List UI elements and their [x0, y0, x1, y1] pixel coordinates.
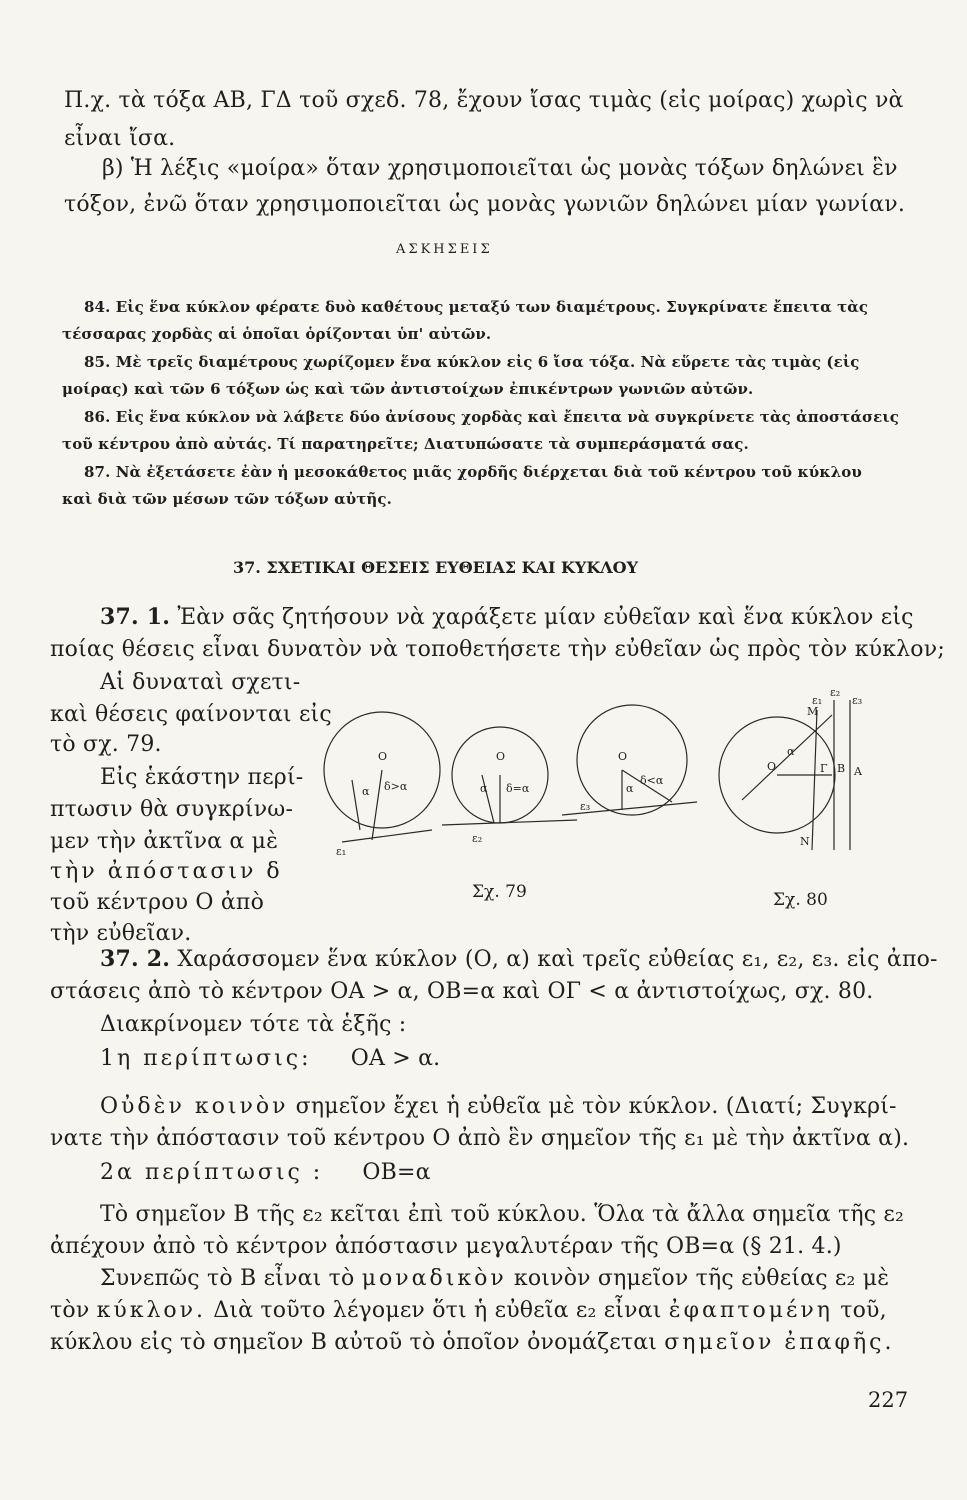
text-line: Αἱ δυναταὶ σχετι- — [100, 670, 301, 695]
text-line: καὶ διὰ τῶν μέσων τῶν τόξων αὐτῆς. — [62, 490, 392, 508]
text-line: Π.χ. τὰ τόξα ΑΒ, ΓΔ τοῦ σχεδ. 78, ἔχουν ἴσας τιμὰς (εἰς μοίρας) χωρὶς νὰ — [64, 88, 904, 113]
label-e3: ε₃ — [852, 694, 863, 707]
text-line: εἶναι ἴσα. — [64, 126, 176, 151]
text-span: σημεῖον ἔχει ἡ εὐθεῖα μὲ τὸν κύκλον. (Διατί; Συγκρί- — [295, 1094, 897, 1119]
page-number: 227 — [868, 1388, 909, 1412]
label-delta: δ<α — [640, 774, 664, 787]
figure-80-caption: Σχ. 80 — [773, 890, 828, 910]
exercises-heading: ΑΣΚΗΣΕΙΣ — [396, 242, 493, 257]
line-e2-79b — [442, 820, 577, 825]
case-1 — [100, 1046, 440, 1071]
text-line: τοῦ κέντρου ἀπὸ αὐτάς. Τί παρατηρεῖτε; Διατυπώσατε τὰ συμπεράσματά σας. — [62, 435, 749, 453]
text-line: ποίας θέσεις εἶναι δυνατὸν νὰ τοποθετήσετε τὴν εὐθεῖαν ὡς πρὸς τὸν κύκλον; — [50, 637, 945, 662]
label-delta: δ>α — [384, 780, 408, 793]
emphasis-text: μοναδικὸν — [361, 1266, 507, 1291]
text-line: στάσεις ἀπὸ τὸ κέντρον ΟΑ > α, ΟΒ=α καὶ ΟΓ < α ἀντιστοίχως, σχ. 80. — [50, 979, 874, 1004]
text-span: Συνεπῶς τὸ Β εἶναι τὸ — [100, 1266, 355, 1291]
text-line: β) Ἡ λέξις «μοίρα» ὅταν χρησιμοποιεῖται ὡς μονὰς τόξων δηλώνει ἓν — [102, 156, 898, 181]
case-value: ΟΑ > α. — [350, 1046, 441, 1071]
label-M: M — [807, 705, 819, 718]
label-O: O — [378, 750, 388, 763]
text-line: νατε τὴν ἀπόστασιν τοῦ κέντρου Ο ἀπὸ ἓν σημεῖον τῆς ε₁ μὲ τὴν ἀκτῖνα α). — [50, 1126, 910, 1151]
paragraph-37-1 — [100, 604, 914, 630]
exercise-87: 87. Νὰ ἐξετάσετε ἐὰν ἡ μεσοκάθετος μιᾶς χορδῆς διέρχεται διὰ τοῦ κέντρου τοῦ κύκλου — [84, 463, 862, 481]
text-line: μεν τὴν ἀκτῖνα α μὲ — [50, 829, 279, 854]
exercise-86: 86. Εἰς ἕνα κύκλον νὰ λάβετε δύο ἀνίσους χορδὰς καὶ ἔπειτα νὰ συγκρίνετε τὰς ἀποστάσεις — [84, 408, 899, 426]
text-line — [100, 1094, 897, 1119]
text-line: Τὸ σημεῖον Β τῆς ε₂ κεῖται ἐπὶ τοῦ κύκλου. Ὅλα τὰ ἄλλα σημεῖα τῆς ε₂ — [100, 1202, 905, 1227]
distance-79a — [372, 770, 382, 840]
label-delta: δ=α — [506, 782, 530, 795]
label-A: Α — [854, 765, 862, 778]
label-e1: ε₁ — [336, 845, 347, 858]
label-alpha: α — [480, 782, 488, 795]
exercise-84: 84. Εἰς ἕνα κύκλον φέρατε δυὸ καθέτους μεταξύ των διαμέτρους. Συγκρίνατε ἔπειτα τὰς — [84, 298, 869, 316]
emphasis-text: κύκλον. — [96, 1298, 207, 1323]
text-line: μοίρας) καὶ τῶν 6 τόξων ὡς καὶ τῶν ἀντιστοίχων ἐπικέντρων γωνιῶν αὐτῶν. — [62, 380, 754, 398]
case-label: 2α περίπτωσις : — [100, 1160, 324, 1185]
paragraph-number: 37. 1. — [100, 604, 171, 630]
emphasis-text: ἐφαπτομένη — [668, 1298, 833, 1323]
text-line: τόξον, ἐνῶ ὅταν χρησιμοποιεῖται ὡς μονὰς γωνιῶν δηλώνει μίαν γωνίαν. — [64, 192, 906, 217]
label-O: O — [767, 760, 777, 773]
exercise-85: 85. Μὲ τρεῖς διαμέτρους χωρίζομεν ἕνα κύκλον εἰς 6 ἴσα τόξα. Νὰ εὕρετε τὰς τιμὰς (εἰς — [84, 353, 860, 371]
label-alpha: α — [626, 782, 634, 795]
text-line — [100, 1266, 889, 1291]
emphasis-text: σημεῖον ἐπαφῆς. — [664, 1330, 895, 1355]
text-line: τὴν ἀπόστασιν δ — [50, 859, 283, 884]
text-line: καὶ θέσεις φαίνονται εἰς — [50, 702, 332, 727]
text-line — [50, 1298, 887, 1323]
text-line: τοῦ κέντρου Ο ἀπὸ — [50, 890, 265, 915]
text-line: ἀπέχουν ἀπὸ τὸ κέντρον ἀπόστασιν μεγαλυτέραν τῆς ΟΒ=α (§ 21. 4.) — [50, 1234, 842, 1259]
case-2 — [100, 1160, 431, 1185]
label-alpha: α — [787, 745, 795, 758]
label-e2: ε₂ — [830, 686, 841, 699]
text-span: τὸν — [50, 1298, 90, 1323]
text-span: Διὰ τοῦτο λέγομεν ὅτι ἡ εὐθεῖα ε₂ εἶναι — [213, 1298, 662, 1323]
case-value: ΟΒ=α — [362, 1160, 431, 1185]
paragraph-number: 37. 2. — [100, 946, 171, 972]
case-label: 1η περίπτωσις: — [100, 1046, 312, 1071]
text-span: κοινὸν σημεῖον τῆς εὐθείας ε₂ μὲ — [513, 1266, 890, 1291]
label-e2: ε₂ — [472, 832, 483, 845]
label-O: O — [618, 750, 628, 763]
label-O: O — [496, 750, 506, 763]
text-line — [50, 1330, 894, 1355]
figures-79-80 — [312, 680, 897, 915]
text-line: Διακρίνομεν τότε τὰ ἑξῆς : — [100, 1012, 407, 1037]
text-line: τὴν εὐθεῖαν. — [50, 921, 192, 946]
text-span: Χαράσσομεν ἕνα κύκλον (Ο, α) καὶ τρεῖς εὐθείας ε₁, ε₂, ε₃. εἰς ἀπο- — [177, 947, 938, 972]
label-B: Β — [837, 762, 846, 775]
text-span: Ἐὰν σᾶς ζητήσουν νὰ χαράξετε μίαν εὐθεῖαν καὶ ἕνα κύκλον εἰς — [177, 605, 914, 630]
paragraph-37-2 — [100, 946, 938, 972]
text-line: Εἰς ἑκάστην περί- — [100, 765, 304, 790]
text-line: πτωσιν θὰ συγκρίνω- — [50, 797, 294, 822]
emphasis-text: Οὐδὲν κοινὸν — [100, 1094, 289, 1119]
figure-79-caption: Σχ. 79 — [472, 882, 527, 902]
text-span: κύκλου εἰς τὸ σημεῖον Β αὐτοῦ τὸ ὁποῖον ὀνομάζεται — [50, 1330, 658, 1355]
label-e1: ε₁ — [812, 694, 823, 707]
line-e1-79a — [342, 830, 432, 842]
label-e3: ε₃ — [580, 800, 591, 813]
label-G: Γ — [820, 762, 828, 775]
section-title: 37. ΣΧΕΤΙΚΑΙ ΘΕΣΕΙΣ ΕΥΘΕΙΑΣ ΚΑΙ ΚΥΚΛΟΥ — [233, 558, 639, 577]
label-N: N — [800, 835, 810, 848]
label-alpha: α — [362, 785, 370, 798]
text-line: τέσσαρας χορδὰς αἱ ὁποῖαι ὁρίζονται ὑπ' αὐτῶν. — [62, 325, 492, 343]
text-line: τὸ σχ. 79. — [50, 732, 162, 757]
text-span: τοῦ, — [840, 1298, 887, 1323]
circle-79c — [577, 705, 687, 815]
